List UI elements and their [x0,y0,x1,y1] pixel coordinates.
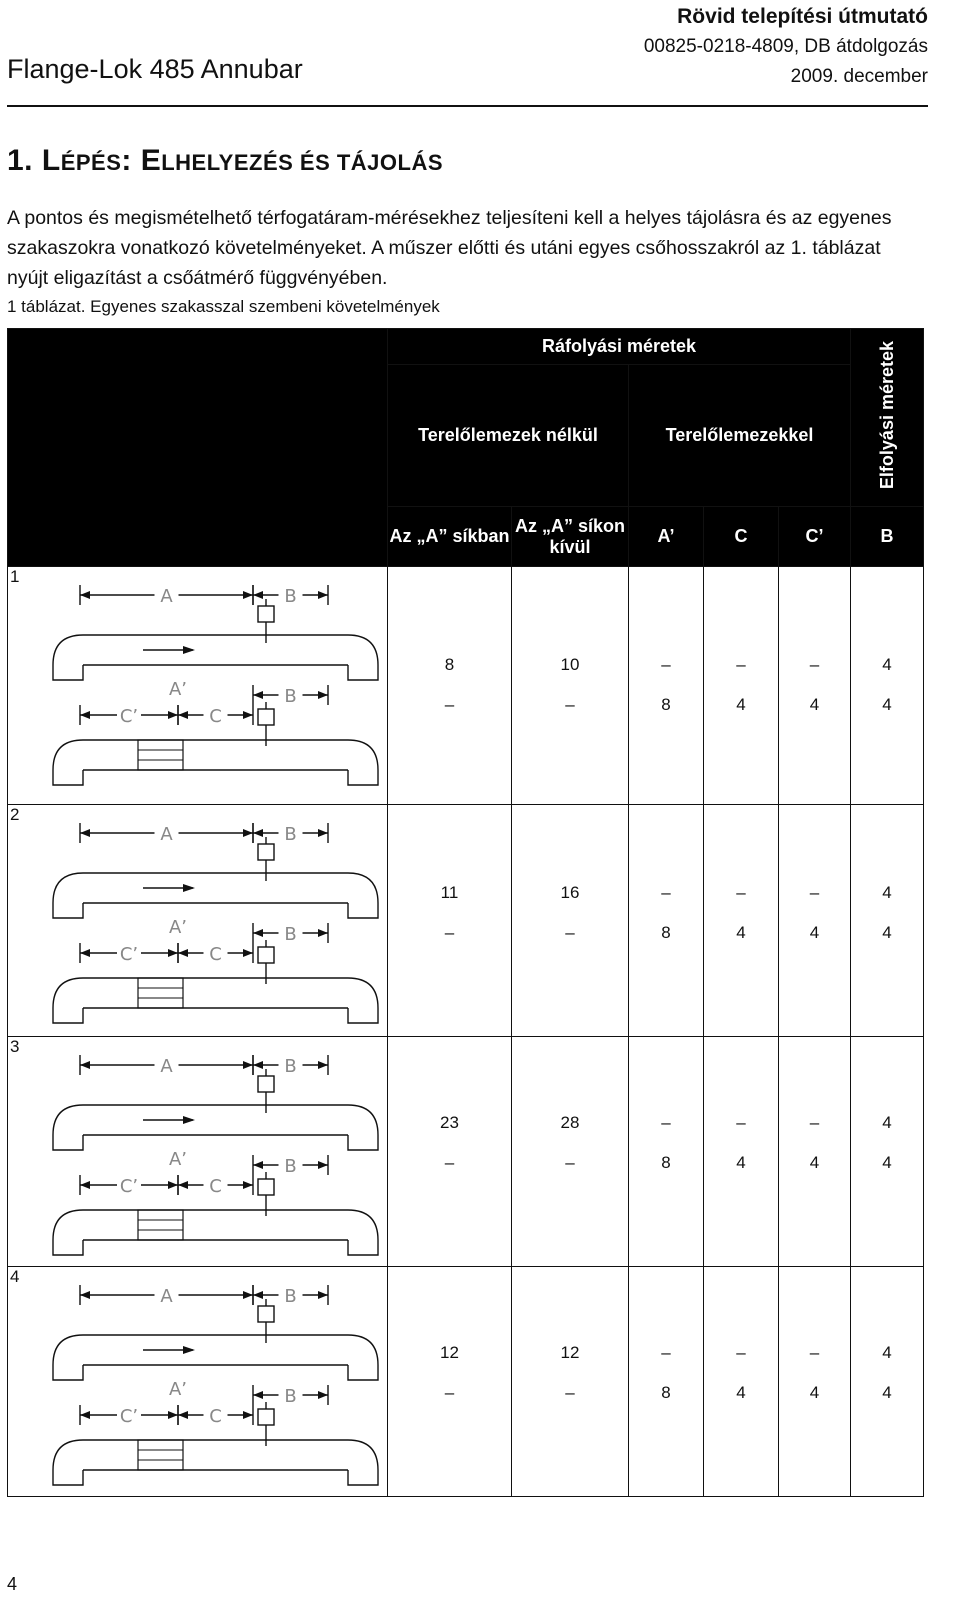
value-bottom: 8 [661,1383,671,1402]
pipe-elbow [53,1335,83,1380]
value-top: 12 [560,1343,580,1362]
value-bottom: – [444,1383,455,1402]
value-cell [629,567,704,805]
value-cell [704,1037,779,1267]
value-bottom: – [565,695,575,714]
value-cell [851,805,924,1037]
value-top: – [661,1113,671,1132]
value-top: – [736,655,746,674]
header-rule [7,105,928,107]
col-c-prime: C’ [779,507,851,567]
table-row [8,567,924,805]
value-top: 4 [882,655,892,674]
value-bottom: 4 [809,1153,820,1172]
value-top: 23 [440,1113,459,1132]
flow-arrowhead [183,1116,195,1124]
doc-number: 00825-0218-4809, DB átdolgozás [643,36,928,57]
value-top: 8 [444,655,455,674]
row-number: 4 [10,1267,20,1286]
value-cell [779,567,851,805]
value-cell [704,567,779,805]
header-upstream: Ráfolyási méretek [388,329,851,365]
value-top: – [661,883,671,902]
straight-run-table [7,328,924,1497]
value-bottom: 4 [882,923,892,942]
value-top: – [661,655,671,674]
installation-diagram [8,1267,388,1497]
value-cell [851,1037,924,1267]
meter-box [258,947,274,963]
pipe-elbow [53,1440,83,1485]
installation-diagram [8,567,388,805]
col-b: B [851,507,924,567]
value-top: 16 [560,883,580,902]
value-top: – [809,1343,820,1362]
pipe-elbow [348,740,378,785]
value-cell [779,1037,851,1267]
value-bottom: 4 [882,1153,892,1172]
dimension-label: C’ [119,1176,139,1197]
dimension-label: B [284,924,297,945]
header-without-vanes: Terelőlemezek nélkül [388,365,629,507]
value-cell [512,1037,629,1267]
pipe-elbow [348,635,378,680]
value-bottom: 4 [736,695,746,714]
dimension-label: B [284,1386,297,1407]
meter-box [258,844,274,860]
value-bottom: 4 [736,1383,746,1402]
pipe-elbow [53,978,83,1023]
dimension-label: C’ [119,1406,139,1427]
value-cell [388,805,512,1037]
col-out-plane: Az „A” síkon kívül [512,507,629,567]
dimension-label: A’ [168,917,188,938]
installation-diagram [8,805,388,1037]
dimension-label: A’ [168,1379,188,1400]
value-cell [512,567,629,805]
dimension-label: A’ [168,679,188,700]
value-bottom: – [565,1383,575,1402]
value-top: – [736,1343,746,1362]
value-cell [704,805,779,1037]
pipe-elbow [348,1210,378,1255]
value-cell [851,1267,924,1497]
value-bottom: 4 [809,923,820,942]
dimension-label: A [160,824,173,845]
meter-box [258,1306,274,1322]
meter-box [258,1076,274,1092]
header-downstream: Elfolyási méretek [851,329,924,507]
value-top: 4 [882,1113,892,1132]
value-cell [388,567,512,805]
pipe-diagram [8,805,386,1037]
dimension-label: A [160,586,173,607]
value-top: – [809,1113,820,1132]
value-bottom: – [565,923,575,942]
dimension-label: C’ [119,706,139,727]
pipe-diagram [8,1037,386,1267]
value-bottom: 4 [809,695,820,714]
pipe-diagram [8,1267,386,1497]
table-row [8,1037,924,1267]
value-bottom: – [444,923,455,942]
dimension-label: A’ [168,1149,188,1170]
header-with-vanes: Terelőlemezekkel [629,365,851,507]
value-cell [388,1267,512,1497]
pipe-elbow [53,1105,83,1150]
pipe-elbow [348,1440,378,1485]
dimension-label: C [209,706,222,727]
value-top: 28 [560,1113,580,1132]
value-cell [512,1267,629,1497]
dimension-label: B [284,1056,297,1077]
meter-box [258,1409,274,1425]
row-number: 2 [10,805,20,824]
value-bottom: 4 [809,1383,820,1402]
page-number: 4 [7,1574,18,1594]
dimension-label: B [284,586,297,607]
value-bottom: 8 [661,923,671,942]
value-cell [629,1267,704,1497]
value-bottom: 4 [736,1153,746,1172]
header-blank [8,329,388,567]
dimension-label: B [284,1286,297,1307]
dimension-label: C [209,944,222,965]
pipe-elbow [53,1210,83,1255]
dimension-label: B [284,686,297,707]
dimension-label: C [209,1406,222,1427]
value-bottom: – [444,695,455,714]
value-bottom: 8 [661,1153,671,1172]
installation-diagram [8,1037,388,1267]
value-top: 4 [882,1343,892,1362]
value-top: – [809,883,820,902]
col-in-plane: Az „A” síkban [388,507,512,567]
pipe-elbow [348,1335,378,1380]
flow-conditioner [138,740,183,770]
flow-arrowhead [183,646,195,654]
value-cell [704,1267,779,1497]
col-a-prime: A’ [629,507,704,567]
dimension-label: B [284,1156,297,1177]
value-top: 12 [440,1343,459,1362]
value-top: – [736,883,746,902]
pipe-elbow [53,873,83,918]
value-bottom: 4 [882,1383,892,1402]
dimension-label: C’ [119,944,139,965]
value-top: – [661,1343,671,1362]
pipe-diagram [8,567,386,805]
dimension-label: C [209,1176,222,1197]
value-top: – [736,1113,746,1132]
value-cell [512,805,629,1037]
row-number: 1 [10,567,20,586]
value-bottom: – [444,1153,455,1172]
flow-arrowhead [183,1346,195,1354]
value-cell [851,567,924,805]
meter-box [258,1179,274,1195]
value-top: – [809,655,820,674]
value-cell [779,1267,851,1497]
value-cell [388,1037,512,1267]
flow-arrowhead [183,884,195,892]
value-bottom: 4 [882,695,892,714]
pipe-elbow [348,978,378,1023]
product-title: Flange-Lok 485 Annubar [7,54,303,84]
value-top: 10 [560,655,580,674]
value-cell [629,805,704,1037]
table-row [8,805,924,1037]
flow-conditioner [138,1440,183,1470]
table-caption: 1 táblázat. Egyenes szakasszal szembeni követelmények [7,297,440,316]
table-row [8,1267,924,1497]
value-bottom: 8 [661,695,671,714]
pipe-elbow [348,1105,378,1150]
meter-box [258,606,274,622]
dimension-label: B [284,824,297,845]
row-number: 3 [10,1037,20,1056]
doc-date: 2009. december [790,66,928,87]
doc-type: Rövid telepítési útmutató [677,5,928,28]
flow-conditioner [138,978,183,1008]
dimension-label: A [160,1056,173,1077]
intro-paragraph: A pontos és megismételhető térfogatáram-mérésekhez teljesíteni kell a helyes tájolásra és az egyenes szakaszokra vonatkozó követelményeket. A műszer előtti és utáni egyes csőhosszakról az 1. táblázat nyújt eligazítást a csőátmérő függvényében. [7,207,892,289]
col-c: C [704,507,779,567]
value-cell [779,805,851,1037]
value-bottom: 4 [736,923,746,942]
value-bottom: – [565,1153,575,1172]
flow-conditioner [138,1210,183,1240]
meter-box [258,709,274,725]
value-cell [629,1037,704,1267]
value-top: 11 [440,883,459,902]
pipe-elbow [53,635,83,680]
pipe-elbow [53,740,83,785]
value-top: 4 [882,883,892,902]
pipe-elbow [348,873,378,918]
section-title: 1. LÉPÉS: ELHELYEZÉS ÉS TÁJOLÁS [7,144,444,177]
document-info [644,2,928,92]
dimension-label: A [160,1286,173,1307]
